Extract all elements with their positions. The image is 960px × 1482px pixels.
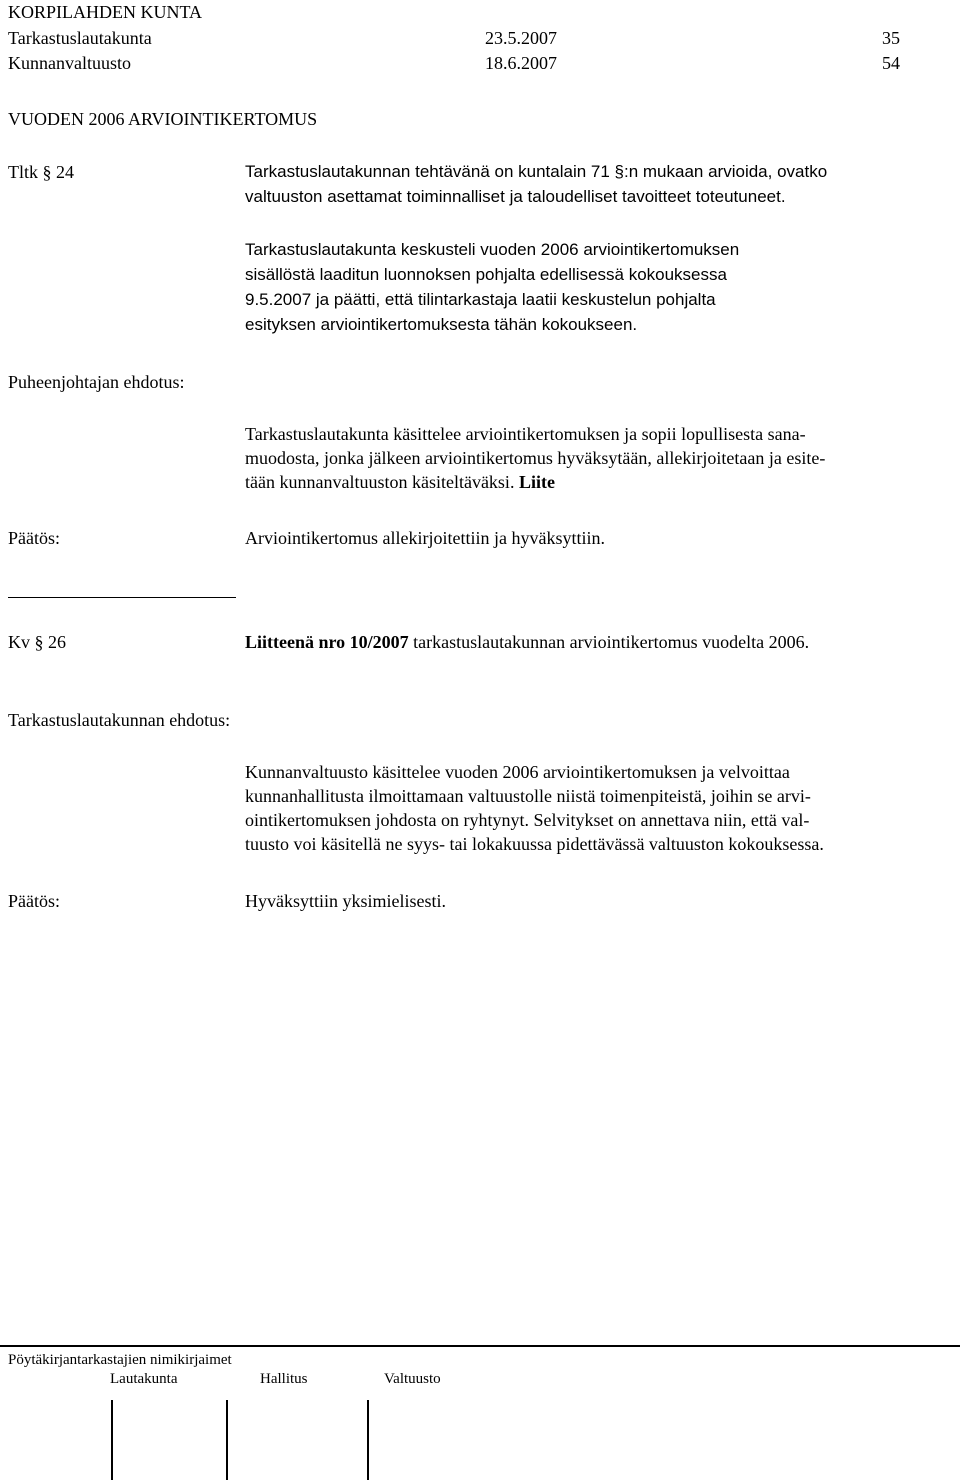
discussion-paragraph [245, 237, 739, 337]
attachment-line [245, 630, 809, 654]
intro-line: valtuuston asettamat toiminnalliset ja taloudelliset tavoitteet toteutuneet. [245, 187, 786, 206]
header-body-2: Kunnanvaltuusto [8, 53, 131, 73]
proposal-line-text: tään kunnanvaltuuston käsiteltäväksi. [245, 472, 515, 492]
proposal-line: muodosta, jonka jälkeen arviointikertomus hyväksytään, allekirjoitetaan ja esite- [245, 448, 826, 468]
discussion-line: esityksen arviointikertomuksesta tähän kokoukseen. [245, 315, 638, 334]
proposal-label-board: Tarkastuslautakunnan ehdotus: [8, 710, 231, 730]
header-date-1: 23.5.2007 [485, 28, 557, 48]
header-page-2: 54 [882, 53, 900, 73]
signature-box-divider [367, 1400, 369, 1480]
discussion-line: 9.5.2007 ja päätti, että tilintarkastaja laatii keskustelun pohjalta [245, 290, 716, 309]
proposal-line: tuusto voi käsitellä ne syys- tai lokakuussa pidettävässä valtuuston kokouksessa. [245, 834, 824, 854]
section-label-kv: Kv § 26 [8, 632, 66, 652]
signature-box-divider [226, 1400, 228, 1480]
decision-text-1: Arviointikertomus allekirjoitettiin ja hyväksyttiin. [245, 528, 605, 548]
proposal-line [245, 470, 825, 494]
section-divider [8, 597, 236, 598]
chair-proposal-paragraph [245, 422, 825, 494]
proposal-line: Tarkastuslautakunta käsittelee arviointikertomuksen ja sopii lopullisesta sana- [245, 424, 806, 444]
intro-line: Tarkastuslautakunnan tehtävänä on kuntalain 71 §:n mukaan arvioida, ovatko [245, 162, 828, 181]
attachment-reference: Liite [518, 472, 555, 492]
proposal-line: Kunnanvaltuusto käsittelee vuoden 2006 arviointikertomuksen ja velvoittaa [245, 762, 790, 782]
footer-column-government: Hallitus [260, 1371, 308, 1387]
proposal-line: ointikertomuksen johdosta on ryhtynyt. Selvitykset on annettava niin, että val- [245, 810, 810, 830]
footer-column-board: Lautakunta [110, 1371, 178, 1387]
attachment-number: Liitteenä nro 10/2007 [245, 632, 409, 652]
proposal-label-chair: Puheenjohtajan ehdotus: [8, 372, 185, 392]
footer-title: Pöytäkirjantarkastajien nimikirjaimet [8, 1352, 232, 1368]
signature-box-divider [111, 1400, 113, 1480]
decision-label-1: Päätös: [8, 528, 60, 548]
attachment-description: tarkastuslautakunnan arviointikertomus vuodelta 2006. [408, 632, 810, 652]
discussion-line: sisällöstä laaditun luonnoksen pohjalta edellisessä kokouksessa [245, 265, 727, 284]
discussion-line: Tarkastuslautakunta keskusteli vuoden 2006 arviointikertomuksen [245, 240, 740, 259]
header-date-2: 18.6.2007 [485, 53, 557, 73]
footer-column-council: Valtuusto [384, 1371, 441, 1387]
decision-label-2: Päätös: [8, 891, 60, 911]
municipality-name: KORPILAHDEN KUNTA [8, 2, 203, 22]
intro-paragraph [245, 159, 827, 209]
decision-text-2: Hyväksyttiin yksimielisesti. [245, 891, 446, 911]
section-label-tltk: Tltk § 24 [8, 162, 74, 182]
footer-rule [0, 1345, 960, 1347]
header-body-1: Tarkastuslautakunta [8, 28, 152, 48]
header-page-1: 35 [882, 28, 900, 48]
document-title: VUODEN 2006 ARVIOINTIKERTOMUS [8, 109, 318, 129]
board-proposal-paragraph [245, 760, 824, 856]
proposal-line: kunnanhallitusta ilmoittamaan valtuustolle niistä toimenpiteistä, joihin se arvi- [245, 786, 811, 806]
